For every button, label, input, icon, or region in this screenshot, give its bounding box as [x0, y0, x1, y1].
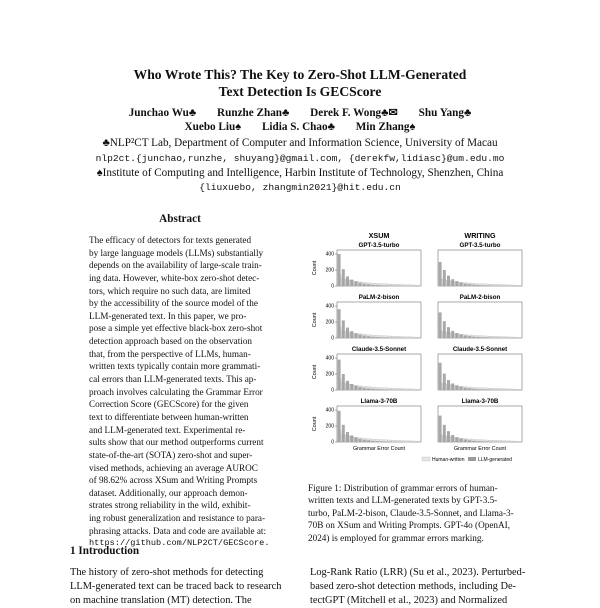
- llm-bar: [350, 331, 353, 338]
- human-bar: [518, 285, 522, 286]
- llm-bar: [439, 312, 442, 338]
- abstract-line: phrasing attacks. Data and code are available at:: [89, 525, 281, 538]
- y-tick-label: 400: [326, 356, 335, 362]
- llm-bar: [439, 262, 442, 286]
- llm-bar: [447, 276, 450, 286]
- legend-swatch-llm: [468, 457, 476, 461]
- llm-bar: [380, 441, 383, 442]
- llm-bar: [460, 334, 463, 338]
- llm-bar: [476, 337, 479, 338]
- llm-bar: [455, 333, 458, 338]
- title-line-2: Text Detection Is GECScore: [0, 83, 600, 100]
- paper-title: [0, 66, 600, 100]
- llm-bar: [371, 337, 374, 338]
- llm-bar: [481, 441, 484, 442]
- abstract-body: [89, 234, 281, 550]
- llm-bar: [359, 439, 362, 442]
- legend-label-human: Human-written: [432, 457, 465, 463]
- histogram-grid: [310, 232, 532, 474]
- llm-bar: [375, 285, 378, 286]
- human-bar: [409, 285, 413, 286]
- authors-line-2: [0, 121, 600, 133]
- llm-bar: [460, 387, 463, 390]
- llm-bar: [460, 439, 463, 442]
- llm-bar: [443, 270, 446, 286]
- figure-caption: [308, 482, 532, 544]
- llm-bar: [481, 337, 484, 338]
- human-bar: [404, 389, 408, 390]
- abstract-heading: Abstract: [70, 213, 290, 225]
- llm-bar: [380, 337, 383, 338]
- llm-bar: [464, 284, 467, 286]
- author: Derek F. Wong♣✉: [310, 107, 398, 119]
- llm-bar: [455, 437, 458, 442]
- author: Lidia S. Chao♣: [262, 121, 335, 133]
- llm-bar: [342, 269, 345, 286]
- body-line: on machine translation (MT) detection. The: [70, 594, 292, 608]
- llm-bar: [485, 441, 488, 442]
- abstract-line: vised methods, achieving an average AUROC: [89, 462, 281, 475]
- llm-bar: [468, 440, 471, 442]
- llm-bar: [476, 285, 479, 286]
- llm-bar: [384, 285, 387, 286]
- panel-frame: [438, 354, 522, 390]
- llm-bar: [464, 335, 467, 338]
- author: Xuebo Liu♠: [185, 121, 242, 133]
- abstract-line: ing robust generalization and resistance to para-: [89, 512, 281, 525]
- llm-bar: [342, 320, 345, 338]
- panel-frame: [337, 354, 421, 390]
- llm-bar: [481, 389, 484, 390]
- llm-bar: [439, 416, 442, 442]
- human-bar: [505, 337, 509, 338]
- author: Runzhe Zhan♣: [217, 107, 289, 119]
- y-tick-label: 400: [326, 408, 335, 414]
- llm-bar: [447, 380, 450, 390]
- human-bar: [413, 441, 417, 442]
- llm-bar: [367, 440, 370, 442]
- column-title: WRITING: [464, 232, 496, 240]
- abstract-line: strates strong reliability in the wild, exhibit-: [89, 499, 281, 512]
- emails-1: nlp2ct.{junchao,runzhe, shuyang}@gmail.com, {derekfw,lidiasc}@um.edu.mo: [0, 153, 600, 164]
- body-line: based zero-shot detection methods, including De-: [310, 580, 532, 594]
- human-bar: [409, 389, 413, 390]
- panel-frame: [337, 406, 421, 442]
- human-bar: [514, 337, 518, 338]
- y-tick-label: 400: [326, 304, 335, 310]
- llm-bar: [455, 281, 458, 286]
- llm-bar: [439, 363, 442, 390]
- panel-title: Llama-3-70B: [361, 398, 398, 405]
- llm-bar: [447, 327, 450, 338]
- caption-line: 70B on XSum and Writing Prompts. GPT-4o (OpenAI,: [308, 519, 532, 531]
- llm-bar: [384, 389, 387, 390]
- human-bar: [518, 337, 522, 338]
- abstract-line: The efficacy of detectors for texts generated: [89, 234, 281, 247]
- abstract-line: by the accessibility of the source model of the: [89, 297, 281, 310]
- human-bar: [404, 441, 408, 442]
- panel-frame: [438, 406, 522, 442]
- abstract-line: Correction Score (GECScore) for the given: [89, 398, 281, 411]
- llm-bar: [485, 389, 488, 390]
- human-bar: [518, 389, 522, 390]
- llm-bar: [375, 389, 378, 390]
- affiliation-1: ♣NLP²CT Lab, Department of Computer and Information Science, University of Macau: [0, 137, 600, 149]
- llm-bar: [363, 440, 366, 442]
- llm-bar: [485, 337, 488, 338]
- intro-left-column: [70, 566, 292, 608]
- human-bar: [417, 337, 421, 338]
- human-bar: [413, 389, 417, 390]
- llm-bar: [342, 374, 345, 390]
- llm-bar: [375, 441, 378, 442]
- body-line: The history of zero-shot methods for detecting: [70, 566, 292, 580]
- human-bar: [417, 389, 421, 390]
- panel-title: GPT-3.5-turbo: [359, 242, 400, 249]
- author: Shu Yang♣: [419, 107, 472, 119]
- human-bar: [514, 285, 518, 286]
- human-bar: [505, 389, 509, 390]
- llm-bar: [338, 309, 341, 338]
- y-tick-label: 0: [331, 388, 334, 394]
- abstract-line: dataset. Additionally, our approach demon-: [89, 487, 281, 500]
- author: Min Zhang♠: [356, 121, 416, 133]
- panel-frame: [438, 250, 522, 286]
- abstract-line: and LLM-generated text. Experimental re-: [89, 424, 281, 437]
- caption-line: written texts and LLM-generated texts by GPT-3.5-: [308, 494, 532, 506]
- llm-bar: [451, 331, 454, 338]
- caption-line: Figure 1: Distribution of grammar errors of human-: [308, 482, 532, 494]
- emails-2: {liuxuebo, zhangmin2021}@hit.edu.cn: [0, 182, 600, 193]
- figure-1: [310, 232, 532, 474]
- llm-bar: [367, 388, 370, 390]
- llm-bar: [375, 337, 378, 338]
- x-axis-label: Grammar Error Count: [454, 446, 507, 452]
- caption-line: turbo, PaLM-2-bison, Claude-3.5-Sonnet, and Llama-3-: [308, 507, 532, 519]
- human-bar: [417, 441, 421, 442]
- intro-right-column: [310, 566, 532, 608]
- llm-bar: [476, 389, 479, 390]
- llm-bar: [455, 385, 458, 390]
- human-bar: [417, 285, 421, 286]
- human-bar: [514, 389, 518, 390]
- panel-title: Claude-3.5-Sonnet: [352, 346, 406, 353]
- abstract-line: text to differentiate between human-written: [89, 411, 281, 424]
- panel-title: PaLM-2-bison: [359, 294, 400, 301]
- llm-bar: [476, 441, 479, 442]
- llm-bar: [472, 285, 475, 286]
- panel-frame: [438, 302, 522, 338]
- llm-bar: [443, 425, 446, 442]
- llm-bar: [485, 285, 488, 286]
- llm-bar: [371, 441, 374, 442]
- llm-bar: [447, 431, 450, 442]
- y-axis-label: Count: [312, 312, 318, 327]
- llm-bar: [346, 328, 349, 338]
- panel-title: PaLM-2-bison: [460, 294, 501, 301]
- llm-bar: [367, 284, 370, 286]
- abstract-line: state-of-the-art (SOTA) zero-shot and super-: [89, 449, 281, 462]
- body-line: Log-Rank Ratio (LRR) (Su et al., 2023). Perturbed-: [310, 566, 532, 580]
- llm-bar: [359, 283, 362, 286]
- column-title: XSUM: [369, 232, 390, 240]
- llm-bar: [342, 425, 345, 442]
- llm-bar: [468, 284, 471, 286]
- llm-bar: [468, 388, 471, 390]
- llm-bar: [481, 285, 484, 286]
- y-tick-label: 400: [326, 252, 335, 258]
- llm-bar: [359, 387, 362, 390]
- abstract-line: tors, which require no such data, are limited: [89, 285, 281, 298]
- abstract-line: depends on the availability of large-scale train-: [89, 259, 281, 272]
- llm-bar: [472, 389, 475, 390]
- abstract-line: written texts typically contain more grammati-: [89, 360, 281, 373]
- abstract-line: detection approach based on the observation: [89, 335, 281, 348]
- human-bar: [409, 441, 413, 442]
- body-line: LLM-generated text can be traced back to research: [70, 580, 292, 594]
- y-tick-label: 0: [331, 284, 334, 290]
- legend-label-llm: LLM-generated: [478, 457, 512, 463]
- llm-bar: [371, 285, 374, 286]
- llm-bar: [443, 321, 446, 338]
- llm-bar: [346, 276, 349, 286]
- panel-title: Claude-3.5-Sonnet: [453, 346, 507, 353]
- abstract-line: LLM-generated text. In this paper, we pro-: [89, 310, 281, 323]
- caption-line: 2024) is employed for grammar errors marking.: [308, 532, 532, 544]
- llm-bar: [451, 435, 454, 442]
- human-bar: [518, 441, 522, 442]
- affiliation-2: ♠Institute of Computing and Intelligence, Harbin Institute of Technology, Shenzhen, China: [0, 167, 600, 179]
- panel-title: GPT-3.5-turbo: [460, 242, 501, 249]
- y-axis-label: Count: [312, 260, 318, 275]
- llm-bar: [371, 389, 374, 390]
- y-tick-label: 200: [326, 268, 335, 274]
- abstract-line: pose a simple yet effective black-box zero-shot: [89, 322, 281, 335]
- section-heading-introduction: 1 Introduction: [70, 545, 139, 557]
- y-tick-label: 0: [331, 336, 334, 342]
- llm-bar: [472, 337, 475, 338]
- llm-bar: [346, 432, 349, 442]
- abstract-line: proach involves calculating the Grammar Error: [89, 386, 281, 399]
- llm-bar: [338, 360, 341, 390]
- authors-line-1: [0, 106, 600, 119]
- llm-bar: [460, 283, 463, 286]
- code-link[interactable]: https://github.com/NLP2CT/GECScore.: [89, 537, 281, 550]
- y-tick-label: 0: [331, 440, 334, 446]
- y-axis-label: Count: [312, 364, 318, 379]
- llm-bar: [350, 280, 353, 286]
- llm-bar: [354, 333, 357, 338]
- y-axis-label: Count: [312, 416, 318, 431]
- body-line: tectGPT (Mitchell et al., 2023) and Normalized: [310, 594, 532, 608]
- llm-bar: [338, 411, 341, 442]
- llm-bar: [472, 441, 475, 442]
- panel-frame: [337, 250, 421, 286]
- llm-bar: [451, 279, 454, 286]
- abstract-line: cal errors than LLM-generated texts. This ap-: [89, 373, 281, 386]
- panel-frame: [337, 302, 421, 338]
- llm-bar: [363, 388, 366, 390]
- llm-bar: [338, 254, 341, 286]
- llm-bar: [346, 381, 349, 390]
- panel-title: Llama-3-70B: [462, 398, 499, 405]
- abstract-line: ing data. However, white-box zero-shot detec-: [89, 272, 281, 285]
- llm-bar: [363, 284, 366, 286]
- abstract-line: by large language models (LLMs) substantially: [89, 247, 281, 260]
- llm-bar: [367, 336, 370, 338]
- llm-bar: [464, 440, 467, 442]
- human-bar: [505, 285, 509, 286]
- title-line-1: Who Wrote This? The Key to Zero-Shot LLM-Generated: [0, 66, 600, 83]
- llm-bar: [384, 337, 387, 338]
- llm-bar: [468, 336, 471, 338]
- llm-bar: [350, 435, 353, 442]
- abstract-line: that, from the perspective of LLMs, human-: [89, 348, 281, 361]
- llm-bar: [380, 285, 383, 286]
- author: Junchao Wu♣: [129, 107, 197, 119]
- legend-swatch-human: [422, 457, 430, 461]
- x-axis-label: Grammar Error Count: [353, 446, 406, 452]
- y-tick-label: 200: [326, 320, 335, 326]
- human-bar: [409, 337, 413, 338]
- llm-bar: [380, 389, 383, 390]
- y-tick-label: 200: [326, 372, 335, 378]
- llm-bar: [464, 388, 467, 390]
- llm-bar: [354, 282, 357, 286]
- llm-bar: [354, 438, 357, 442]
- llm-bar: [354, 386, 357, 390]
- llm-bar: [350, 384, 353, 390]
- llm-bar: [384, 441, 387, 442]
- llm-bar: [451, 383, 454, 390]
- y-tick-label: 200: [326, 424, 335, 430]
- llm-bar: [359, 335, 362, 338]
- human-bar: [505, 441, 509, 442]
- llm-bar: [443, 374, 446, 390]
- llm-bar: [363, 336, 366, 338]
- human-bar: [514, 441, 518, 442]
- abstract-line: sults show that our method outperforms current: [89, 436, 281, 449]
- abstract-line: of 98.62% across XSum and Writing Prompts: [89, 474, 281, 487]
